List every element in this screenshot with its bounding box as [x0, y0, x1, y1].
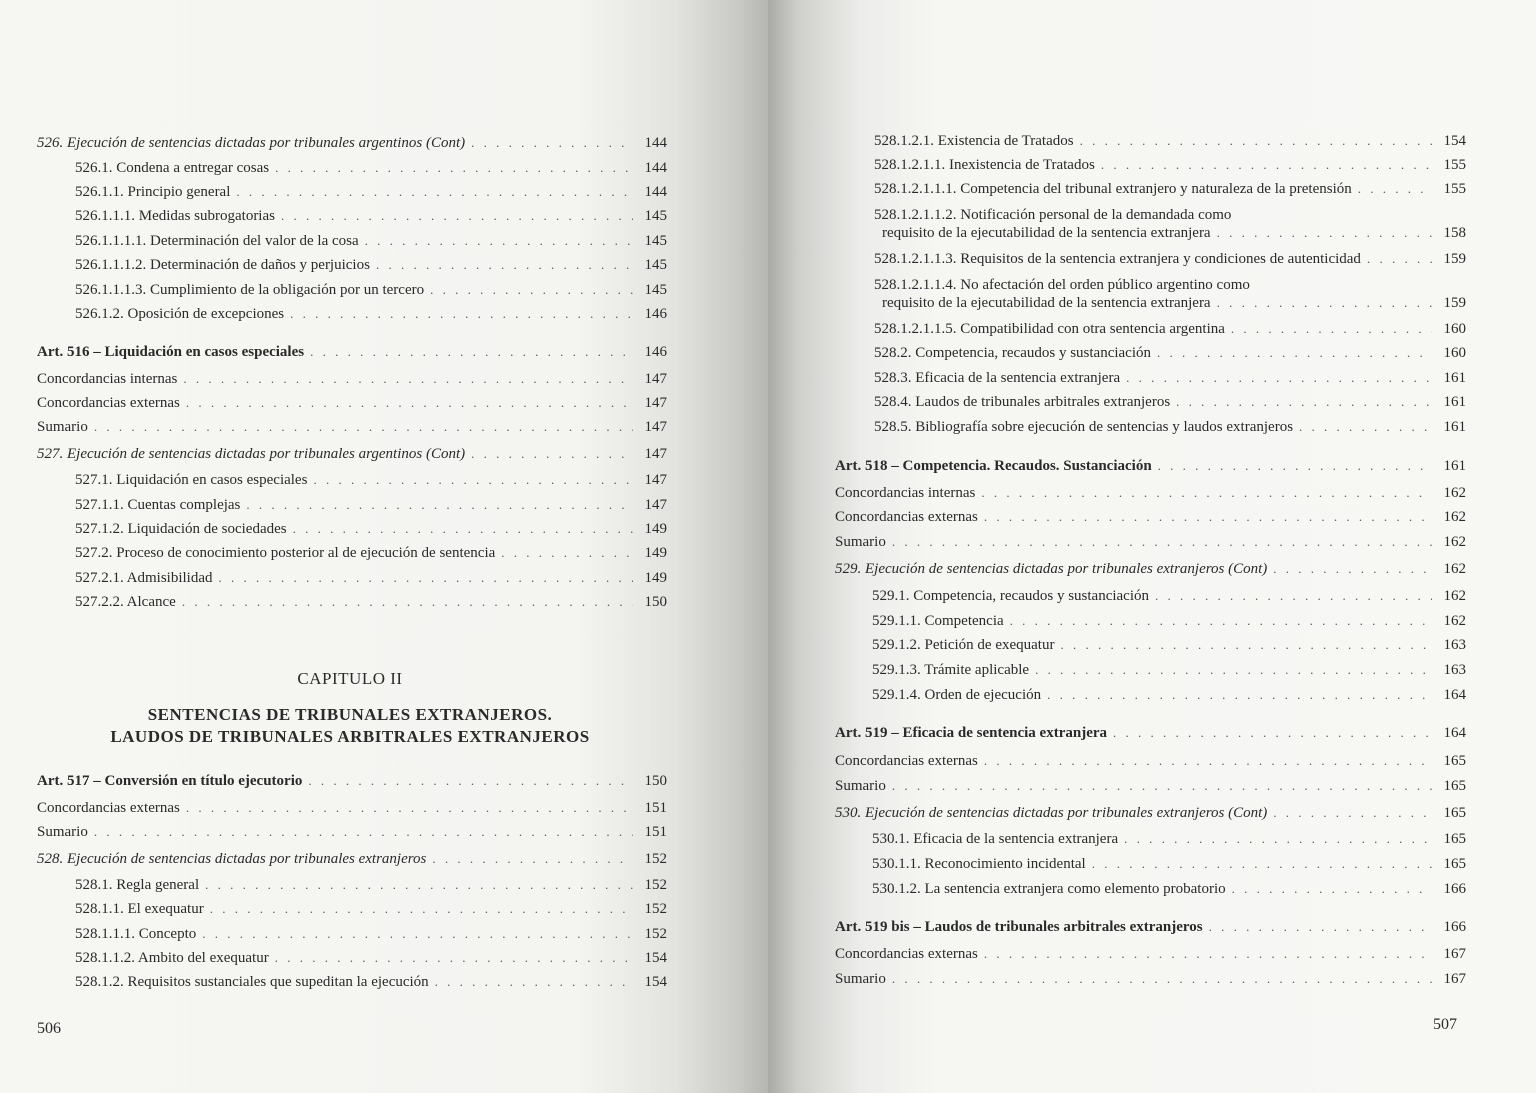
toc-entry [872, 587, 1466, 605]
toc-entry-text: Concordancias externas [37, 800, 180, 816]
toc-entry [75, 973, 667, 991]
toc-entry [37, 134, 667, 152]
toc-entry-text: 527.2.1. Admisibilidad [75, 570, 213, 586]
toc-entry-text: Concordancias internas [835, 485, 976, 501]
toc-entry-page: 164 [1443, 687, 1466, 703]
toc-entry-page: 163 [1443, 662, 1466, 678]
toc-entry [37, 445, 667, 463]
toc-entry-page: 145 [644, 233, 667, 249]
toc-entry-page: 167 [1443, 971, 1466, 987]
toc-entry [874, 418, 1466, 436]
toc-entry [75, 281, 667, 299]
toc-entry-page: 162 [1443, 613, 1466, 629]
toc-entry-page: 150 [644, 773, 667, 789]
toc-entry [37, 418, 667, 436]
chapter-title-line-2: LAUDOS DE TRIBUNALES ARBITRALES EXTRANJEROS [110, 727, 590, 746]
toc-entry-text: 526.1.1.1.2. Determinación de daños y perjuicios [75, 257, 370, 273]
toc-entry-text: Concordancias internas [37, 371, 178, 387]
toc-entry [75, 569, 667, 587]
toc-entry [874, 132, 1466, 150]
toc-entry [874, 276, 1466, 312]
toc-entry-page: 164 [1443, 725, 1466, 741]
toc-entry [75, 925, 667, 943]
toc-entry-page: 145 [644, 282, 667, 298]
toc-entry [835, 970, 1466, 988]
toc-entry-text: Sumario [37, 824, 88, 840]
toc-entry [835, 724, 1466, 742]
toc-entry-text: 528.1.2. Requisitos sustanciales que supeditan la ejecución [75, 974, 429, 990]
toc-entry-page: 147 [644, 395, 667, 411]
toc-entry-text: 530.1.1. Reconocimiento incidental [872, 856, 1086, 872]
toc-entry-text: 528.4. Laudos de tribunales arbitrales extranjeros [874, 394, 1171, 410]
toc-entry [874, 393, 1466, 411]
toc-entry-text: 528. Ejecución de sentencias dictadas por tribunales extranjeros [37, 851, 427, 867]
toc-entry-page: 145 [644, 208, 667, 224]
toc-entry-page: 165 [1443, 805, 1466, 821]
toc-entry-text: 528.3. Eficacia de la sentencia extranjera [874, 370, 1121, 386]
toc-entry [75, 876, 667, 894]
toc-entry-page: 147 [644, 419, 667, 435]
toc-entry-page: 147 [644, 446, 667, 462]
toc-entry [75, 900, 667, 918]
toc-entry-text: Concordancias externas [835, 753, 978, 769]
toc-entry-text: Sumario [835, 778, 886, 794]
toc-entry [835, 918, 1466, 936]
chapter-title-line-1: SENTENCIAS DE TRIBUNALES EXTRANJEROS. [147, 705, 553, 724]
toc-entry-text: 528.1.2.1.1.1. Competencia del tribunal extranjero y naturaleza de la pretensión [874, 181, 1352, 197]
toc-entry [75, 471, 667, 489]
toc-entry [75, 949, 667, 967]
toc-entry [37, 799, 667, 817]
toc-entry-page: 155 [1443, 157, 1466, 173]
toc-entry-text: 528.1. Regla general [75, 877, 200, 893]
toc-entry-text: Art. 518 – Competencia. Recaudos. Sustanciación [835, 458, 1152, 474]
toc-entry [75, 520, 667, 538]
toc-entry-page: 165 [1443, 753, 1466, 769]
toc-entry-page: 166 [1443, 919, 1466, 935]
toc-entry-text: 526.1.1.1.1. Determinación del valor de la cosa [75, 233, 359, 249]
toc-entry-text: 526. Ejecución de sentencias dictadas por tribunales argentinos (Cont) [37, 135, 466, 151]
toc-entry [37, 772, 667, 790]
toc-entry-text: 529.1.2. Petición de exequatur [872, 637, 1055, 653]
toc-entry-text: 527.2. Proceso de conocimiento posterior al de ejecución de sentencia [75, 545, 496, 561]
toc-entry [835, 777, 1466, 795]
toc-entry-page: 147 [644, 497, 667, 513]
toc-entry [75, 544, 667, 562]
toc-entry-page: 161 [1443, 458, 1466, 474]
right-toc [768, 0, 1536, 1093]
toc-entry-text: 527.1.1. Cuentas complejas [75, 497, 241, 513]
toc-entry-page: 160 [1443, 321, 1466, 337]
toc-entry-text: Concordancias externas [835, 509, 978, 525]
toc-entry-text: Art. 516 – Liquidación en casos especiales [37, 344, 305, 360]
toc-entry-page: 146 [644, 306, 667, 322]
toc-entry-text: 526.1. Condena a entregar cosas [75, 160, 270, 176]
toc-entry [75, 183, 667, 201]
toc-entry-page: 162 [1443, 588, 1466, 604]
toc-entry [37, 823, 667, 841]
toc-entry [835, 945, 1466, 963]
toc-entry [835, 508, 1466, 526]
toc-entry-page: 161 [1443, 394, 1466, 410]
toc-entry-page: 167 [1443, 946, 1466, 962]
toc-entry [75, 496, 667, 514]
toc-entry [37, 850, 667, 868]
toc-entry-text: Sumario [835, 971, 886, 987]
toc-entry-text: 527.1.2. Liquidación de sociedades [75, 521, 287, 537]
toc-entry-page: 146 [644, 344, 667, 360]
toc-entry-text: 529. Ejecución de sentencias dictadas por tribunales extranjeros (Cont) [835, 561, 1268, 577]
right-page [768, 0, 1536, 1093]
toc-entry-page: 152 [644, 877, 667, 893]
toc-entry-text-continued: requisito de la ejecutabilidad de la sentencia extranjera [882, 295, 1211, 311]
toc-entry-page: 149 [644, 545, 667, 561]
toc-entry-page: 150 [644, 594, 667, 610]
toc-entry-text: 529.1.1. Competencia [872, 613, 1004, 629]
toc-entry-page: 149 [644, 570, 667, 586]
toc-entry [835, 457, 1466, 475]
toc-entry-text: 528.1.1.2. Ambito del exequatur [75, 950, 269, 966]
toc-entry-page: 151 [644, 824, 667, 840]
toc-entry-text: 526.1.1.1.3. Cumplimiento de la obligación por un tercero [75, 282, 425, 298]
toc-entry-text: 528.1.2.1.1.5. Compatibilidad con otra sentencia argentina [874, 321, 1225, 337]
toc-entry-text: 528.1.1.1. Concepto [75, 926, 197, 942]
toc-entry-page: 155 [1443, 181, 1466, 197]
page-number: 507 [1433, 1016, 1457, 1033]
toc-entry [835, 752, 1466, 770]
toc-entry-page: 162 [1443, 485, 1466, 501]
toc-entry [75, 159, 667, 177]
toc-entry-page: 165 [1443, 831, 1466, 847]
toc-entry [75, 593, 667, 611]
toc-entry [872, 686, 1466, 704]
toc-entry-page: 151 [644, 800, 667, 816]
toc-entry [874, 344, 1466, 362]
toc-entry [835, 533, 1466, 551]
chapter-label: CAPITULO II [297, 669, 403, 688]
toc-entry [37, 343, 667, 361]
toc-entry-text-continued: requisito de la ejecutabilidad de la sentencia extranjera [882, 225, 1211, 241]
toc-entry [874, 250, 1466, 268]
toc-entry [75, 305, 667, 323]
toc-entry-text: Art. 517 – Conversión en título ejecutorio [37, 773, 303, 789]
toc-entry-page: 159 [1443, 251, 1466, 267]
toc-entry-page: 158 [1443, 225, 1466, 241]
toc-entry-page: 154 [1443, 133, 1466, 149]
toc-entry-page: 147 [644, 371, 667, 387]
page-number: 506 [37, 1020, 61, 1037]
toc-entry-page: 152 [644, 851, 667, 867]
toc-entry [37, 370, 667, 388]
toc-entry-page: 149 [644, 521, 667, 537]
toc-entry-text: 528.1.2.1. Existencia de Tratados [874, 133, 1074, 149]
toc-entry [874, 180, 1466, 198]
toc-entry [37, 394, 667, 412]
toc-entry-text: 530.1. Eficacia de la sentencia extranjera [872, 831, 1119, 847]
toc-entry [835, 560, 1466, 578]
toc-entry-text: 530.1.2. La sentencia extranjera como elemento probatorio [872, 881, 1226, 897]
toc-entry-text: 528.5. Bibliografía sobre ejecución de sentencias y laudos extranjeros [874, 419, 1294, 435]
toc-entry-text: 530. Ejecución de sentencias dictadas por tribunales extranjeros (Cont) [835, 805, 1268, 821]
toc-entry-page: 145 [644, 257, 667, 273]
toc-entry-page: 163 [1443, 637, 1466, 653]
toc-entry-page: 162 [1443, 534, 1466, 550]
toc-entry [872, 636, 1466, 654]
toc-entry-text: 529.1.3. Trámite aplicable [872, 662, 1030, 678]
toc-entry [872, 880, 1466, 898]
toc-entry-text: 528.1.2.1.1.3. Requisitos de la sentencia extranjera y condiciones de autenticidad [874, 251, 1361, 267]
toc-entry [872, 830, 1466, 848]
toc-entry-page: 152 [644, 901, 667, 917]
toc-entry-page: 162 [1443, 561, 1466, 577]
toc-entry-text: Sumario [835, 534, 886, 550]
toc-entry-page: 144 [644, 160, 667, 176]
toc-entry [874, 206, 1466, 242]
toc-entry [872, 661, 1466, 679]
toc-entry-text: 528.1.1. El exequatur [75, 901, 204, 917]
toc-entry [835, 804, 1466, 822]
toc-entry [874, 369, 1466, 387]
toc-entry-text: Concordancias externas [835, 946, 978, 962]
toc-entry-text: Art. 519 bis – Laudos de tribunales arbitrales extranjeros [835, 919, 1203, 935]
toc-entry-page: 154 [644, 950, 667, 966]
toc-entry-page: 147 [644, 472, 667, 488]
toc-entry-text: Art. 519 – Eficacia de sentencia extranjera [835, 725, 1108, 741]
toc-entry-text: 529.1.4. Orden de ejecución [872, 687, 1042, 703]
toc-entry-page: 152 [644, 926, 667, 942]
toc-entry [75, 207, 667, 225]
toc-entry [874, 320, 1466, 338]
toc-entry-text: 527. Ejecución de sentencias dictadas por tribunales argentinos (Cont) [37, 446, 466, 462]
toc-entry-text: 528.1.2.1.1.2. Notificación personal de la demandada como [874, 207, 1232, 223]
toc-entry [874, 156, 1466, 174]
toc-entry-text: 527.2.2. Alcance [75, 594, 176, 610]
toc-entry-text: 526.1.1. Principio general [75, 184, 231, 200]
toc-entry-page: 161 [1443, 419, 1466, 435]
toc-entry-text: 526.1.2. Oposición de excepciones [75, 306, 285, 322]
toc-entry [872, 855, 1466, 873]
toc-entry-page: 159 [1443, 295, 1466, 311]
toc-entry-page: 160 [1443, 345, 1466, 361]
toc-entry-text: Concordancias externas [37, 395, 180, 411]
toc-entry [75, 232, 667, 250]
toc-entry-page: 161 [1443, 370, 1466, 386]
toc-entry-text: 529.1. Competencia, recaudos y sustanciación [872, 588, 1150, 604]
toc-entry-text: 527.1. Liquidación en casos especiales [75, 472, 308, 488]
toc-entry-page: 166 [1443, 881, 1466, 897]
toc-entry-page: 162 [1443, 509, 1466, 525]
toc-entry [835, 484, 1466, 502]
toc-entry-page: 165 [1443, 856, 1466, 872]
toc-entry [75, 256, 667, 274]
toc-entry-text: 528.2. Competencia, recaudos y sustanciación [874, 345, 1152, 361]
toc-entry-text: Sumario [37, 419, 88, 435]
toc-entry-text: 526.1.1.1. Medidas subrogatorias [75, 208, 275, 224]
toc-entry-text: 528.1.2.1.1.4. No afectación del orden público argentino como [874, 277, 1250, 293]
toc-entry-page: 154 [644, 974, 667, 990]
toc-entry-page: 144 [644, 135, 667, 151]
toc-entry-text: 528.1.2.1.1. Inexistencia de Tratados [874, 157, 1095, 173]
toc-entry [872, 612, 1466, 630]
toc-entry-page: 165 [1443, 778, 1466, 794]
toc-entry-page: 144 [644, 184, 667, 200]
